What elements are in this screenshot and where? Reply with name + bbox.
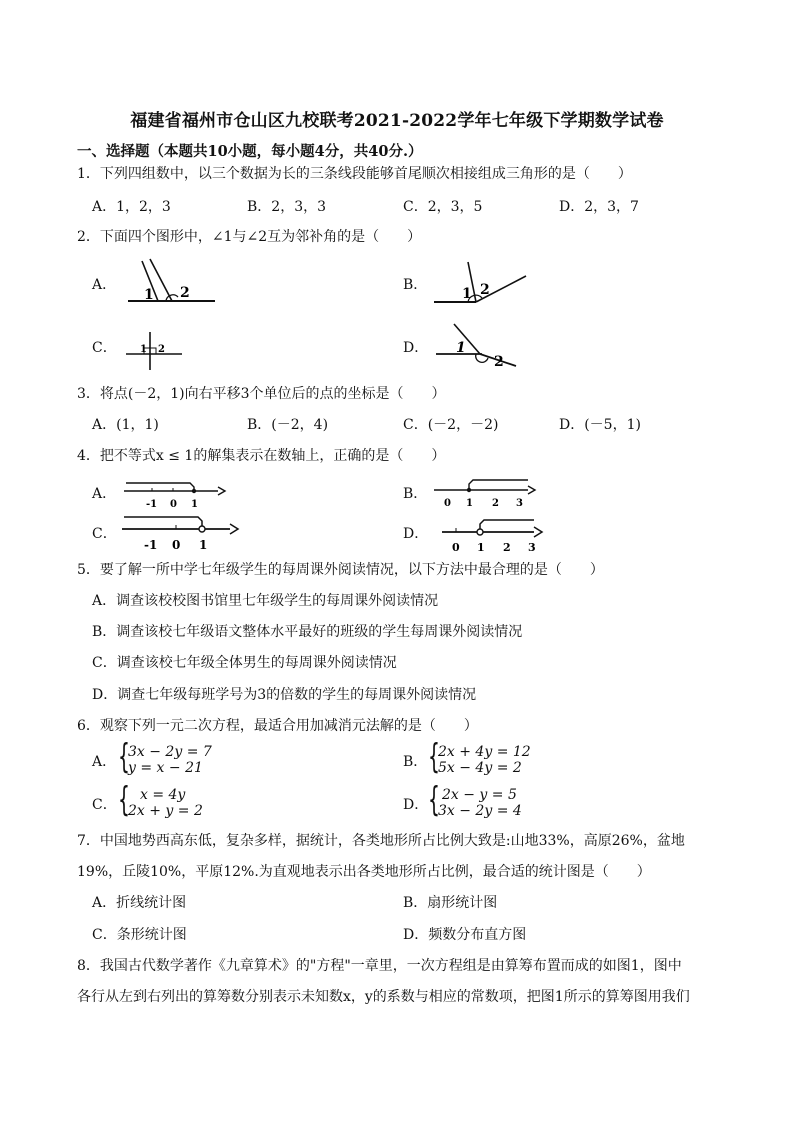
q6a-eq1: 3x − 2y = 7 (128, 744, 212, 760)
q4-option-c[interactable]: C． (92, 526, 117, 542)
q2-option-b[interactable]: B． (403, 277, 428, 293)
q2-figure-b (430, 258, 540, 308)
q7-option-b[interactable]: B．扇形统计图 (403, 895, 498, 911)
question-2-stem: 2．下面四个图形中，∠1与∠2互为邻补角的是（ ） (77, 229, 422, 245)
q2-option-d[interactable]: D． (403, 340, 429, 356)
q3-option-a[interactable]: A．(1，1) (92, 417, 159, 433)
question-4-stem: 4．把不等式x ≤ 1的解集表示在数轴上，正确的是（ ） (77, 448, 446, 464)
q4d-tick-1: 1 (477, 541, 485, 554)
q6-option-d[interactable]: D． (403, 797, 429, 813)
q6a-eq2: y = x − 21 (128, 760, 203, 776)
q3-option-c[interactable]: C．(－2，－2) (403, 417, 499, 433)
q2c-label-2: 2 (158, 344, 165, 355)
q6-system-c (118, 780, 238, 821)
q7-option-a[interactable]: A．折线统计图 (92, 895, 187, 911)
q2c-label-1: 1 (140, 344, 147, 355)
q6-option-c[interactable]: C． (92, 797, 117, 813)
q4c-tick-1: 1 (199, 538, 208, 552)
q4a-tick-neg1: -1 (146, 499, 158, 510)
q6c-eq2: 2x + y = 2 (128, 803, 203, 819)
page-title: 福建省福州市仓山区九校联考2021-2022学年七年级下学期数学试卷 (130, 111, 664, 131)
question-8-line2: 各行从左到右列出的算筹数分别表示未知数x，y的系数与相应的常数项，把图1所示的算筹图用我们 (77, 989, 690, 1005)
question-8-line1: 8．我国古代数学著作《九章算术》的"方程"一章里，一次方程组是由算筹布置而成的如图1，图中 (77, 958, 682, 974)
q2-figure-d (432, 322, 522, 370)
q2-figure-a (120, 255, 220, 305)
q2d-label-1: 1 (456, 340, 466, 356)
q4b-tick-3: 3 (516, 498, 523, 509)
q6b-eq1: 2x + 4y = 12 (438, 744, 531, 760)
q2a-label-2: 2 (180, 285, 190, 301)
q6-system-d (428, 780, 548, 821)
q2d-label-2: 2 (494, 354, 504, 370)
q3-option-d[interactable]: D．(－5，1) (559, 417, 641, 433)
q1-option-d[interactable]: D．2，3，7 (559, 199, 639, 215)
question-7-stem-line1: 7．中国地势西高东低，复杂多样，据统计，各类地形所占比例大致是:山地33%，高原26%，盆地 (77, 833, 685, 849)
q4b-tick-0: 0 (444, 498, 451, 509)
brace-icon: { (118, 780, 130, 820)
q4-numberline-b (432, 478, 537, 510)
q4-numberline-d (440, 516, 550, 556)
q6d-eq1: 2x − y = 5 (442, 787, 517, 803)
brace-icon: { (428, 737, 440, 777)
q4b-tick-2: 2 (492, 498, 499, 509)
q2-option-a[interactable]: A． (92, 277, 117, 293)
q6d-eq2: 3x − 2y = 4 (438, 803, 522, 819)
q4c-tick-0: 0 (172, 538, 181, 552)
q1-option-b[interactable]: B．2，3，3 (247, 199, 327, 215)
q7-option-d[interactable]: D．频数分布直方图 (403, 927, 527, 943)
q4d-tick-2: 2 (503, 541, 511, 554)
q4a-tick-1: 1 (191, 499, 198, 510)
q4-option-b[interactable]: B． (403, 486, 428, 502)
q6-option-a[interactable]: A． (92, 754, 117, 770)
q6-option-b[interactable]: B． (403, 754, 428, 770)
q7-option-c[interactable]: C．条形统计图 (92, 927, 187, 943)
q4b-tick-1: 1 (466, 498, 473, 509)
q1-option-a[interactable]: A．1，2，3 (92, 199, 171, 215)
question-5-stem: 5．要了解一所中学七年级学生的每周课外阅读情况，以下方法中最合理的是（ ） (77, 562, 604, 578)
q6-system-a (118, 737, 238, 778)
q4-option-d[interactable]: D． (403, 526, 429, 542)
q4-option-a[interactable]: A． (92, 486, 117, 502)
q4-numberline-a (122, 479, 227, 511)
q2a-label-1: 1 (144, 287, 154, 303)
q6c-eq1: x = 4y (140, 787, 186, 803)
question-3-stem: 3．将点(－2，1)向右平移3个单位后的点的坐标是（ ） (77, 386, 446, 402)
q5-option-d[interactable]: D．调查七年级每班学号为3的倍数的学生的每周课外阅读情况 (92, 687, 477, 703)
q6b-eq2: 5x − 4y = 2 (438, 760, 522, 776)
brace-icon: { (118, 737, 130, 777)
question-1-stem: 1．下列四组数中，以三个数据为长的三条线段能够首尾顺次相接组成三角形的是（ ） (77, 166, 632, 182)
q2b-label-1: 1 (462, 286, 472, 302)
q2-option-c[interactable]: C． (92, 340, 117, 356)
q4d-tick-0: 0 (452, 541, 460, 554)
brace-icon: { (428, 780, 440, 820)
q2b-label-2: 2 (480, 282, 490, 298)
question-6-stem: 6．观察下列一元二次方程，最适合用加减消元法解的是（ ） (77, 718, 478, 734)
q2-figure-c (122, 328, 192, 372)
question-7-stem-line2: 19%，丘陵10%，平原12%.为直观地表示出各类地形所占比例，最合适的统计图是（ ） (77, 864, 651, 880)
section-heading: 一、选择题（本题共10小题，每小题4分，共40分.） (77, 143, 423, 160)
q5-option-c[interactable]: C．调查该校七年级全体男生的每周课外阅读情况 (92, 655, 397, 671)
q5-option-a[interactable]: A．调查该校校图书馆里七年级学生的每周课外阅读情况 (92, 593, 439, 609)
q5-option-b[interactable]: B．调查该校七年级语文整体水平最好的班级的学生每周课外阅读情况 (92, 624, 523, 640)
q4d-tick-3: 3 (528, 541, 536, 554)
q3-option-b[interactable]: B．(－2，4) (247, 417, 329, 433)
q4c-tick-neg1: -1 (144, 538, 158, 552)
q1-option-c[interactable]: C．2，3，5 (403, 199, 483, 215)
q4-numberline-c (120, 513, 245, 553)
q6-system-b (428, 737, 548, 778)
q4a-tick-0: 0 (170, 499, 177, 510)
